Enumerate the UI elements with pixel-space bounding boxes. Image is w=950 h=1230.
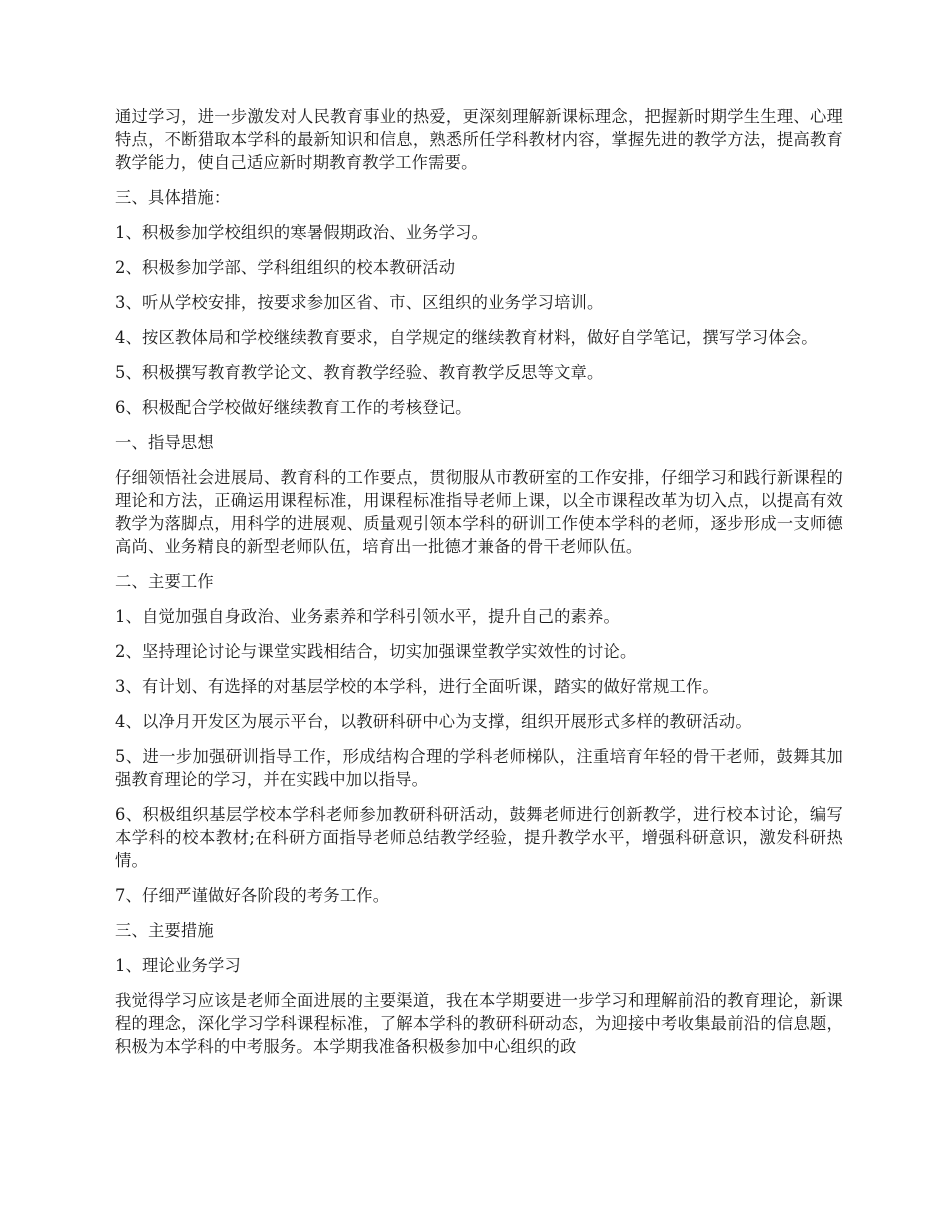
heading-main-measures: 三、主要措施 [115,921,214,940]
heading-specific-measures: 三、具体措施： [115,188,231,207]
list-item: 3、听从学校安排，按要求参加区省、市、区组织的业务学习培训。 [115,293,604,312]
heading-guiding-ideology: 一、指导思想 [115,433,214,452]
list-item: 5、积极撰写教育教学论文、教育教学经验、教育教学反思等文章。 [115,363,604,382]
list-item: 3、有计划、有选择的对基层学校的本学科，进行全面听课，踏实的做好常规工作。 [115,677,719,696]
list-item: 2、积极参加学部、学科组组织的校本教研活动 [115,258,456,277]
list-item: 1、积极参加学校组织的寒暑假期政治、业务学习。 [115,223,489,242]
list-item: 4、以净月开发区为展示平台，以教研科研中心为支撑，组织开展形式多样的教研活动。 [115,712,752,731]
list-item: 1、自觉加强自身政治、业务素养和学科引领水平，提升自己的素养。 [115,607,620,626]
list-item: 7、仔细严谨做好各阶段的考务工作。 [115,886,390,905]
paragraph-theory-study: 我觉得学习应该是老师全面进展的主要渠道，我在本学期要进一步学习和理解前沿的教育理论，新课程的理念，深化学习学科课程标准，了解本学科的教研科研动态，为迎接中考收集最前沿的信息题，积极为本学科的中考服务。本学期我准备积极参加中心组织的政 [115,991,843,1056]
document-body [115,105,843,1070]
list-item: 6、积极组织基层学校本学科老师参加教研科研活动，鼓舞老师进行创新教学，进行校本讨论，编写本学科的校本教材;在科研方面指导老师总结教学经验，提升教学水平，增强科研意识，激发科研热情。 [115,805,843,870]
list-item: 4、按区教体局和学校继续教育要求，自学规定的继续教育材料，做好自学笔记，撰写学习体会。 [115,328,818,347]
list-item: 2、坚持理论讨论与课堂实践相结合，切实加强课堂教学实效性的讨论。 [115,642,637,661]
list-item: 5、进一步加强研训指导工作，形成结构合理的学科老师梯队，注重培育年轻的骨干老师，鼓舞其加强教育理论的学习，并在实践中加以指导。 [115,747,843,789]
paragraph-intro: 通过学习，进一步激发对人民教育事业的热爱，更深刻理解新课标理念，把握新时期学生生理、心理特点，不断猎取本学科的最新知识和信息，熟悉所任学科教材内容，掌握先进的教学方法，提高教育教学能力，使自己适应新时期教育教学工作需要。 [115,107,843,172]
list-item: 6、积极配合学校做好继续教育工作的考核登记。 [115,398,472,417]
paragraph-guiding-ideology: 仔细领悟社会进展局、教育科的工作要点，贯彻服从市教研室的工作安排，仔细学习和践行新课程的理论和方法，正确运用课程标准，用课程标准指导老师上课，以全市课程改革为切入点，以提高有效教学为落脚点，用科学的进展观、质量观引领本学科的研训工作使本学科的老师，逐步形成一支师德高尚、业务精良的新型老师队伍，培育出一批德才兼备的骨干老师队伍。 [115,468,843,556]
subheading-theory-study: 1、理论业务学习 [115,956,241,975]
heading-main-work: 二、主要工作 [115,572,214,591]
